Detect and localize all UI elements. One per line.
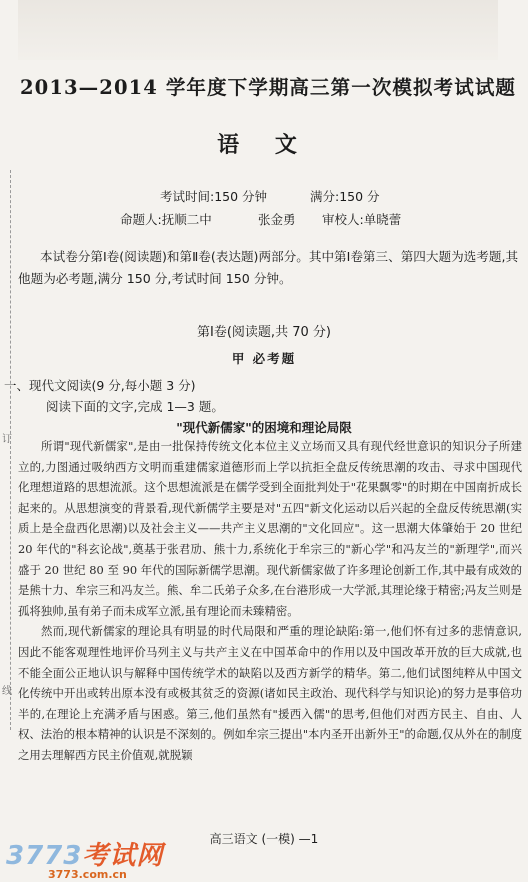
- page-footer: 高三语文 (一模) —1: [209, 832, 319, 846]
- exam-author: 命题人:抚顺二中: [120, 212, 212, 227]
- article-title: "现代新儒家"的困境和理论局限: [176, 420, 352, 435]
- watermark-brand-kao: 考试网: [82, 841, 164, 871]
- section1-instruction: 阅读下面的文字,完成 1—3 题。: [46, 399, 224, 414]
- scan-shadow: [18, 0, 498, 60]
- watermark-url: 3773.com.cn: [48, 868, 127, 881]
- watermark-brand: [6, 835, 163, 872]
- subject-title: 语 文: [217, 132, 311, 158]
- watermark-brand-num: 3773: [6, 841, 83, 871]
- article-body: [18, 436, 522, 766]
- margin-mark-ding: 订: [2, 434, 12, 445]
- exam-intro: 本试卷分第Ⅰ卷(阅读题)和第Ⅱ卷(表达题)两部分。其中第Ⅰ卷第三、第四大题为选考题,其他题为必考题,满分 150 分,考试时间 150 分钟。: [18, 249, 519, 286]
- exam-reviewer: 审校人:单晓蕾: [322, 212, 402, 227]
- part1-subtitle: 甲 必考题: [231, 351, 297, 366]
- margin-mark-xian: 线: [2, 686, 12, 697]
- exam-time: 考试时间:150 分钟: [160, 189, 268, 204]
- exam-author-name: 张金勇: [258, 212, 296, 227]
- part1-title: 第Ⅰ卷(阅读题,共 70 分): [197, 325, 331, 340]
- article-paragraph-1: 所谓"现代新儒家",是由一批保持传统文化本位主义立场而又具有现代经世意识的知识分子所建立的,力图通过吸纳西方文明而重建儒家道德形而上学以抗拒全盘反传统思潮的攻击、寻求中国现代化理想道路的思想流派。这个思想流派是在儒学受到全面批判处于"花果飘零"的时期在中国南折成长起来的。从思想演变的背景看,现代新儒学主要是对"五四"新文化运动以后兴起的全盘反传统思潮(实质上是全盘西化思潮)以及社会主义——共产主义思潮的"文化回应"。这一思潮大体肇始于 20 世纪 20 年代的"科玄论战",奠基于张君劢、熊十力,系统化于牟宗三的"新心学"和冯友兰的"新理学",而兴盛于 20 世纪 80 至 90 年代的国际新儒学思潮。现代新儒家做了许多理论创新工作,其中最有成效的是熊十力、牟宗三和冯友兰。熊、牟二氏弟子众多,在台港形成一大学派,其理论缘于精密;冯友兰则是孤将独帅,虽有弟子而未成军立派,虽有理论而未臻精密。: [18, 439, 522, 618]
- binding-line: [10, 170, 11, 730]
- exam-score: 满分:150 分: [310, 189, 380, 204]
- article-paragraph-2: 然而,现代新儒家的理论具有明显的时代局限和严重的理论缺陷:第一,他们怀有过多的悲情意识,因此不能客观理性地评价马列主义与共产主义在中国革命中的作用以及中国改革开放的巨大成就,也不能全面公正地认识与解释中国传统学术的缺陷以及西方新学的精华。第二,他们试图纯粹从中国文化传统中开出或转出原本没有或极其贫乏的资源(诸如民主政治、现代科学与知识论)的努力是事倍功半的,在理论上充满矛盾与困惑。第三,他们虽然有"援西入儒"的思考,但他们对西方民主、自由、人权、法治的根本精神的认识是不深刻的。例如牟宗三提出"本内圣开出新外王"的命题,仅从外在的制度之用去理解西方民主价值观,就脱颖: [18, 624, 522, 762]
- section1-heading: 一、现代文阅读(9 分,每小题 3 分): [4, 378, 196, 393]
- watermark-logo: [6, 835, 163, 881]
- exam-title: 2013—2014 学年度下学期高三第一次模拟考试试题: [20, 76, 517, 99]
